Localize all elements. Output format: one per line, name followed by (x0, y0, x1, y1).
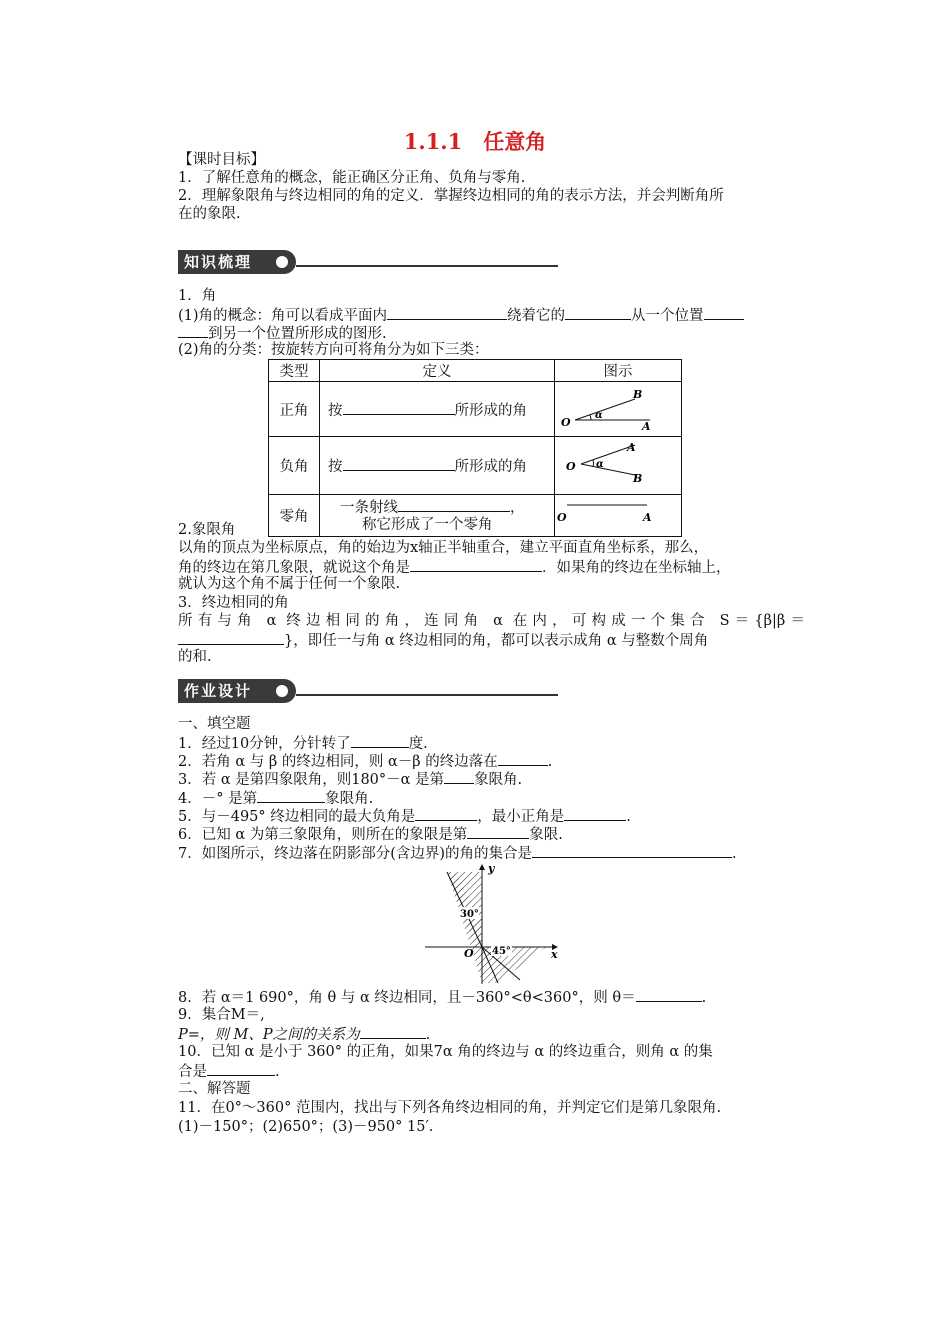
figure-q7-shaded-region (420, 860, 570, 990)
objective-2: 2．理解象限角与终边相同的角的定义．掌握终边相同的角的表示方法，并会判断角所 (178, 188, 724, 204)
coterminal-line-2: }，即任一与角 α 终边相同的角，都可以表示成角 α 与整数个周角 (178, 630, 708, 650)
row-negative-figure (555, 437, 682, 495)
banner-label: 作业设计 (178, 679, 296, 703)
question-10: 10．已知 α 是小于 360° 的正角，如果7α 角的终边与 α 的终边重合，则角 α 的集 (178, 1044, 713, 1060)
quadrant-heading: 2.象限角 (178, 522, 236, 538)
label-o: O (566, 460, 576, 473)
label-a: A (642, 420, 651, 432)
axis-y-label: y (488, 862, 495, 875)
coterminal-line-3: 的和. (178, 649, 212, 665)
question-9-cont: P=，则 M、P之间的关系为 . (178, 1024, 430, 1044)
banner-dot-icon (276, 256, 288, 268)
angle-heading: 1．角 (178, 288, 217, 304)
row-positive-figure (555, 382, 682, 437)
angle-concept-line: (1)角的概念：角可以看成平面内 绕着它的 从一个位置 (178, 305, 744, 325)
label-alpha: α (595, 410, 603, 421)
question-2: 2．若角 α 与 β 的终边相同，则 α－β 的终边落在 . (178, 751, 552, 771)
question-5: 5．与－495° 终边相同的最大负角是 ，最小正角是 . (178, 806, 631, 826)
part2-heading: 二、解答题 (178, 1081, 251, 1097)
zero-angle-figure (555, 495, 681, 532)
row-zero-figure (555, 495, 682, 537)
question-11-parts: (1)－150°；(2)650°；(3)－950° 15′. (178, 1119, 434, 1135)
question-11: 11．在0°～360° 范围内，找出与下列各角终边相同的角，并判定它们是第几象限角. (178, 1100, 722, 1116)
question-6: 6．已知 α 为第三象限角，则所在的象限是第 象限. (178, 824, 563, 844)
quadrant-line-2: 角的终边在第几象限，就说这个角是 ．如果角的终边在坐标轴上， (178, 557, 731, 577)
question-8: 8．若 α＝1 690°，角 θ 与 α 终边相同，且－360°<θ<360°，则 θ＝ . (178, 987, 706, 1007)
row-positive-type: 正角 (269, 382, 320, 437)
angle-types-table (268, 359, 682, 537)
question-1: 1．经过10分钟，分针转了 度. (178, 733, 428, 753)
objective-1: 1．了解任意角的概念，能正确区分正角、负角与零角. (178, 170, 526, 186)
label-a: A (627, 441, 636, 454)
question-10-cont: 合是 . (178, 1061, 280, 1081)
banner-label: 知识梳理 (178, 250, 296, 274)
question-4: 4．－° 是第 象限角. (178, 788, 373, 808)
negative-angle-figure (555, 437, 681, 490)
coterminal-heading: 3．终边相同的角 (178, 595, 289, 611)
row-negative-def: 按 所形成的角 (320, 437, 555, 495)
row-negative-type: 负角 (269, 437, 320, 495)
label-b: B (633, 472, 643, 485)
angle-concept-cont: 到另一个位置所形成的图形. (178, 323, 387, 343)
label-a: A (643, 511, 652, 524)
objectives-heading: 【课时目标】 (178, 152, 265, 168)
part1-heading: 一、填空题 (178, 716, 251, 732)
label-o: O (561, 416, 571, 429)
label-alpha: α (596, 459, 604, 470)
row-positive-def: 按 所形成的角 (320, 382, 555, 437)
axis-x-label: x (551, 948, 558, 961)
th-def: 定义 (320, 360, 555, 382)
label-b: B (633, 388, 643, 401)
angle-45-label: 45° (492, 946, 511, 957)
banner-rule (296, 265, 558, 267)
quadrant-line-1: 以角的顶点为坐标原点，角的始边为x轴正半轴重合，建立平面直角坐标系，那么， (178, 540, 709, 556)
label-o: O (557, 511, 567, 524)
banner-dot-icon (276, 685, 288, 697)
question-3: 3．若 α 是第四象限角，则180°－α 是第 象限角. (178, 769, 522, 789)
angle-classify: (2)角的分类：按旋转方向可将角分为如下三类： (178, 342, 489, 358)
row-zero-type: 零角 (269, 495, 320, 537)
quadrant-line-3: 就认为这个角不属于任何一个象限. (178, 576, 401, 592)
page-title: 1.1.1 任意角 (403, 129, 547, 154)
th-figure: 图示 (555, 360, 682, 382)
angle-30-label: 30° (460, 909, 479, 920)
origin-label: O (464, 947, 474, 960)
th-type: 类型 (269, 360, 320, 382)
positive-angle-figure (555, 382, 681, 432)
objective-2-cont: 在的象限. (178, 206, 241, 222)
question-7: 7．如图所示，终边落在阴影部分(含边界)的角的集合是 . (178, 843, 737, 863)
row-zero-def: 一条射线 ， 称它形成了一个零角 (320, 495, 555, 537)
banner-rule (296, 694, 558, 696)
question-9: 9．集合M＝, (178, 1007, 265, 1023)
coterminal-line-1: 所有与角 α 终边相同的角，连同角 α 在内，可构成一个集合 S＝{β|β＝ (178, 613, 805, 629)
